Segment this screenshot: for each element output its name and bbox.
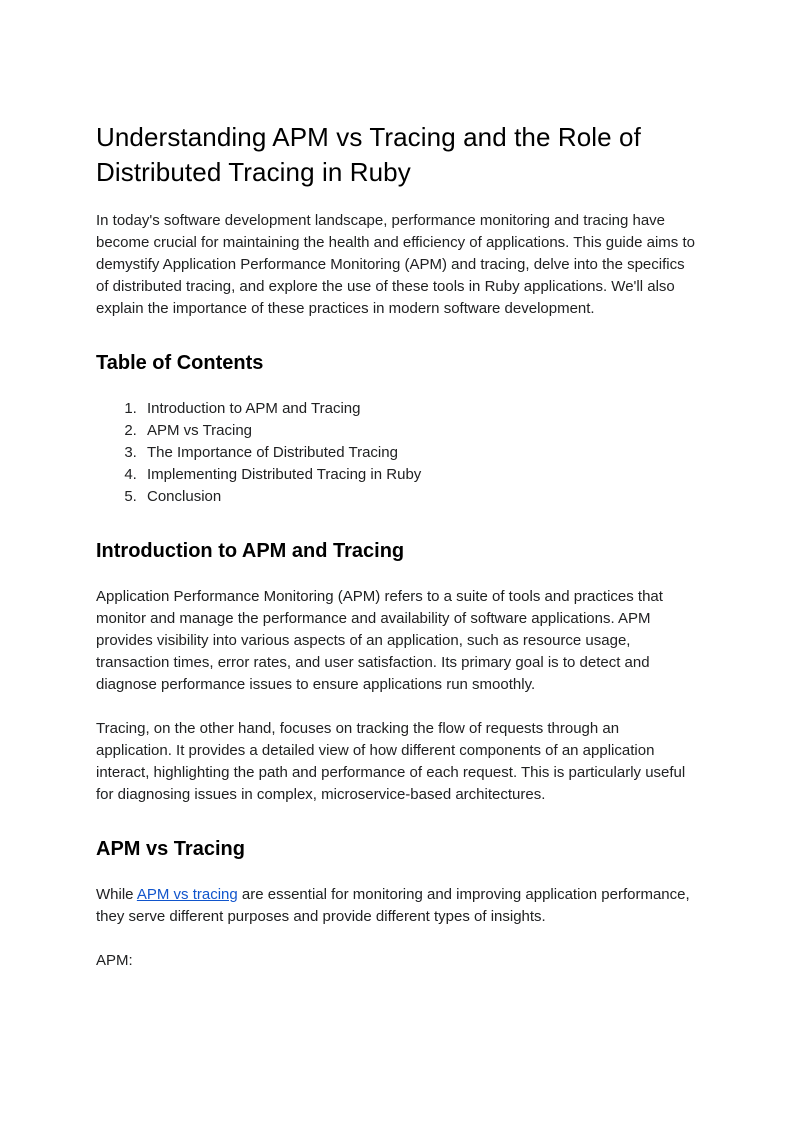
apm-vs-tracing-text-after: are essential for monitoring and improving application performance, they serve different purposes and provide different types of insights. <box>96 886 690 925</box>
document-title: Understanding APM vs Tracing and the Role of Distributed Tracing in Ruby <box>96 122 641 187</box>
toc-item-conclusion: 5. Conclusion <box>141 486 698 508</box>
toc-heading: Table of Contents <box>96 352 264 374</box>
apm-label: APM: <box>96 952 133 969</box>
apm-vs-tracing-paragraph <box>96 884 698 928</box>
introduction-paragraph-1: Application Performance Monitoring (APM) refers to a suite of tools and practices that monitor and manage the performance and availability of software applications. APM provides visibility into various aspects of an application, such as resource usage, transaction times, error rates, and user satisfaction. Its primary goal is to detect and diagnose performance issues to ensure applications run smoothly. <box>96 588 663 693</box>
toc-item-introduction: 1. Introduction to APM and Tracing <box>141 398 698 420</box>
toc-list <box>96 398 698 508</box>
introduction-paragraph-2: Tracing, on the other hand, focuses on tracking the flow of requests through an application. It provides a detailed view of how different components of an application interact, highlighting the path and performance of each request. This is particularly useful for diagnosing issues in complex, microservice-based architectures. <box>96 720 686 803</box>
intro-paragraph: In today's software development landscape, performance monitoring and tracing have become crucial for maintaining the health and efficiency of applications. This guide aims to demystify Application Performance Monitoring (APM) and tracing, delve into the specifics of distributed tracing, and explore the use of these tools in Ruby applications. We'll also explain the importance of these practices in modern software development. <box>96 212 695 317</box>
toc-item-apm-vs-tracing: 2. APM vs Tracing <box>141 420 698 442</box>
toc-item-importance-distributed-tracing: 3. The Importance of Distributed Tracing <box>141 442 698 464</box>
section-heading-introduction: Introduction to APM and Tracing <box>96 540 405 562</box>
apm-vs-tracing-text-before: While <box>96 886 137 903</box>
apm-vs-tracing-link[interactable]: APM vs tracing <box>136 886 238 903</box>
section-heading-apm-vs-tracing: APM vs Tracing <box>96 838 245 860</box>
toc-item-implementing-distributed-tracing: 4. Implementing Distributed Tracing in Ruby <box>141 464 698 486</box>
